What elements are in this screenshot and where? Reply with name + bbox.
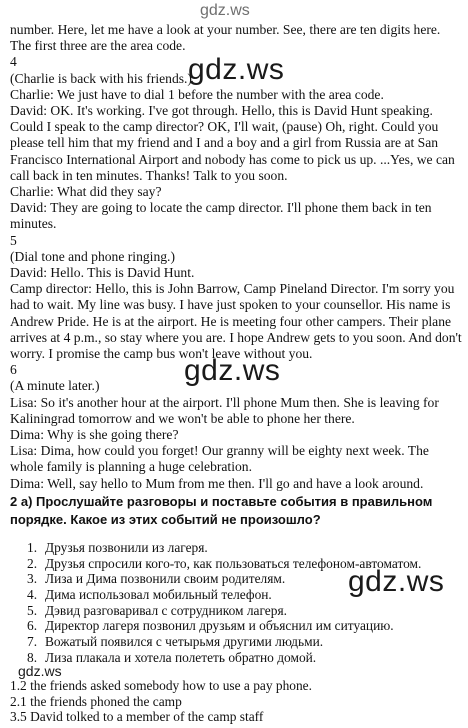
list-item-text: Друзья спросили кого-то, как пользоваться телефоном-автоматом. xyxy=(45,555,422,571)
exercise-heading: 2 а) Прослушайте разговоры и поставьте события в правильном порядке. Какое из этих событий не произошло? xyxy=(10,494,433,527)
list-item-number: 4. xyxy=(27,587,38,603)
transcript-line: (Charlie is back with his friends.) xyxy=(10,70,192,86)
list-item-number: 3. xyxy=(27,571,38,587)
transcript-line: The first three are the area code. xyxy=(10,38,186,54)
list-item-text: Дэвид разговаривал с сотрудником лагеря. xyxy=(45,602,287,618)
list-item xyxy=(27,650,421,666)
list-item-number: 5. xyxy=(27,602,38,618)
list-item xyxy=(27,618,421,634)
list-item-number: 7. xyxy=(27,634,38,650)
answer-line: 3.5 David tolked to a member of the camp staff xyxy=(10,709,264,724)
transcript-line: 6 xyxy=(10,362,17,378)
transcript-line: Lisa: So it's another hour at the airport. I'll phone Mum then. She is leaving for xyxy=(10,394,439,410)
watermark-2: gdz.ws xyxy=(184,354,281,387)
transcript-line: Dima: Well, say hello to Mum from me then. I'll go and have a look around. xyxy=(10,475,424,491)
transcript-line: Francisco International Airport and nobody has come to pick us up. ...Yes, we can xyxy=(10,151,455,167)
event-list xyxy=(27,540,421,666)
transcript-line: whole family is planning a huge celebration. xyxy=(10,459,252,475)
watermark-top: gdz.ws xyxy=(200,2,250,19)
list-item xyxy=(27,634,421,650)
list-item-number: 1. xyxy=(27,540,38,555)
transcript-line: (Dial tone and phone ringing.) xyxy=(10,248,175,264)
transcript-line: Charlie: We just have to dial 1 before the number with the area code. xyxy=(10,86,384,102)
transcript-line: (A minute later.) xyxy=(10,378,100,394)
transcript-line: Andrew Pride. He is at the airport. He is meeting four other campers. Their plane xyxy=(10,313,452,329)
transcript-line: worry. I promise the camp bus won't leave without you. xyxy=(10,346,313,361)
list-item-number: 8. xyxy=(27,649,38,665)
watermark-3: gdz.ws xyxy=(348,565,445,598)
transcript-line: David: OK. It's working. I've got through. Hello, this is David Hunt speaking. xyxy=(10,103,433,118)
list-item-number: 2. xyxy=(27,555,38,571)
transcript-line: arrives at 4 p.m., so stay where you are. I hope Andrew gets to you soon. And don't xyxy=(10,329,462,345)
transcript-line: Camp director: Hello, this is John Barrow, Camp Pineland Director. I'm sorry you xyxy=(10,281,455,297)
list-item-number: 6. xyxy=(27,618,38,634)
transcript-line: David: Hello. This is David Hunt. xyxy=(10,265,195,280)
list-item-text: Директор лагеря позвонил друзьям и объяснил им ситуацию. xyxy=(45,618,394,634)
watermark-small: gdz.ws xyxy=(18,663,62,679)
list-item-text: Друзья позвонили из лагеря. xyxy=(45,540,208,555)
transcript-line: number. Here, let me have a look at your number. See, there are ten digits here. xyxy=(10,22,441,37)
transcript-line: please tell him that my friend and I and a boy and a girl from Russia are at San xyxy=(10,135,439,151)
transcript-line: Could I speak to the camp director? OK, I'll wait, (pause) Oh, right. Could you xyxy=(10,119,439,135)
list-item xyxy=(27,603,421,619)
answer-line: 1.2 the friends asked somebody how to use a pay phone. xyxy=(10,678,312,693)
list-item-text: Вожатый появился с четырьмя другими людьми. xyxy=(45,634,324,650)
answer-line: 2.1 the friends phoned the camp xyxy=(10,693,182,709)
transcript-line: Charlie: What did they say? xyxy=(10,184,162,199)
transcript-line: minutes. xyxy=(10,216,57,232)
list-item-text: Лиза плакала и хотела полететь обратно домой. xyxy=(45,649,317,665)
watermark-1: gdz.ws xyxy=(188,53,285,86)
list-item-text: Лиза и Дима позвонили своим родителям. xyxy=(45,571,286,587)
list-item xyxy=(27,540,421,556)
transcript-line: 5 xyxy=(10,232,17,248)
list-item-text: Дима использовал мобильный телефон. xyxy=(45,587,272,603)
transcript-line: had to wait. My line was busy. I have just spoken to your counsellor. His name is xyxy=(10,297,451,313)
transcript-line: Lisa: Dima, how could you forget! Our granny will be eighty next week. The xyxy=(10,443,429,459)
transcript-line: Dima: Why is she going there? xyxy=(10,427,179,442)
transcript-line: David: They are going to locate the camp director. I'll phone them back in ten xyxy=(10,200,432,216)
transcript-line: Kaliningrad tomorrow and we won't be able to phone her there. xyxy=(10,410,355,426)
transcript-line: call back in ten minutes. Thanks! Talk to you soon. xyxy=(10,167,288,183)
transcript-line: 4 xyxy=(10,54,17,70)
